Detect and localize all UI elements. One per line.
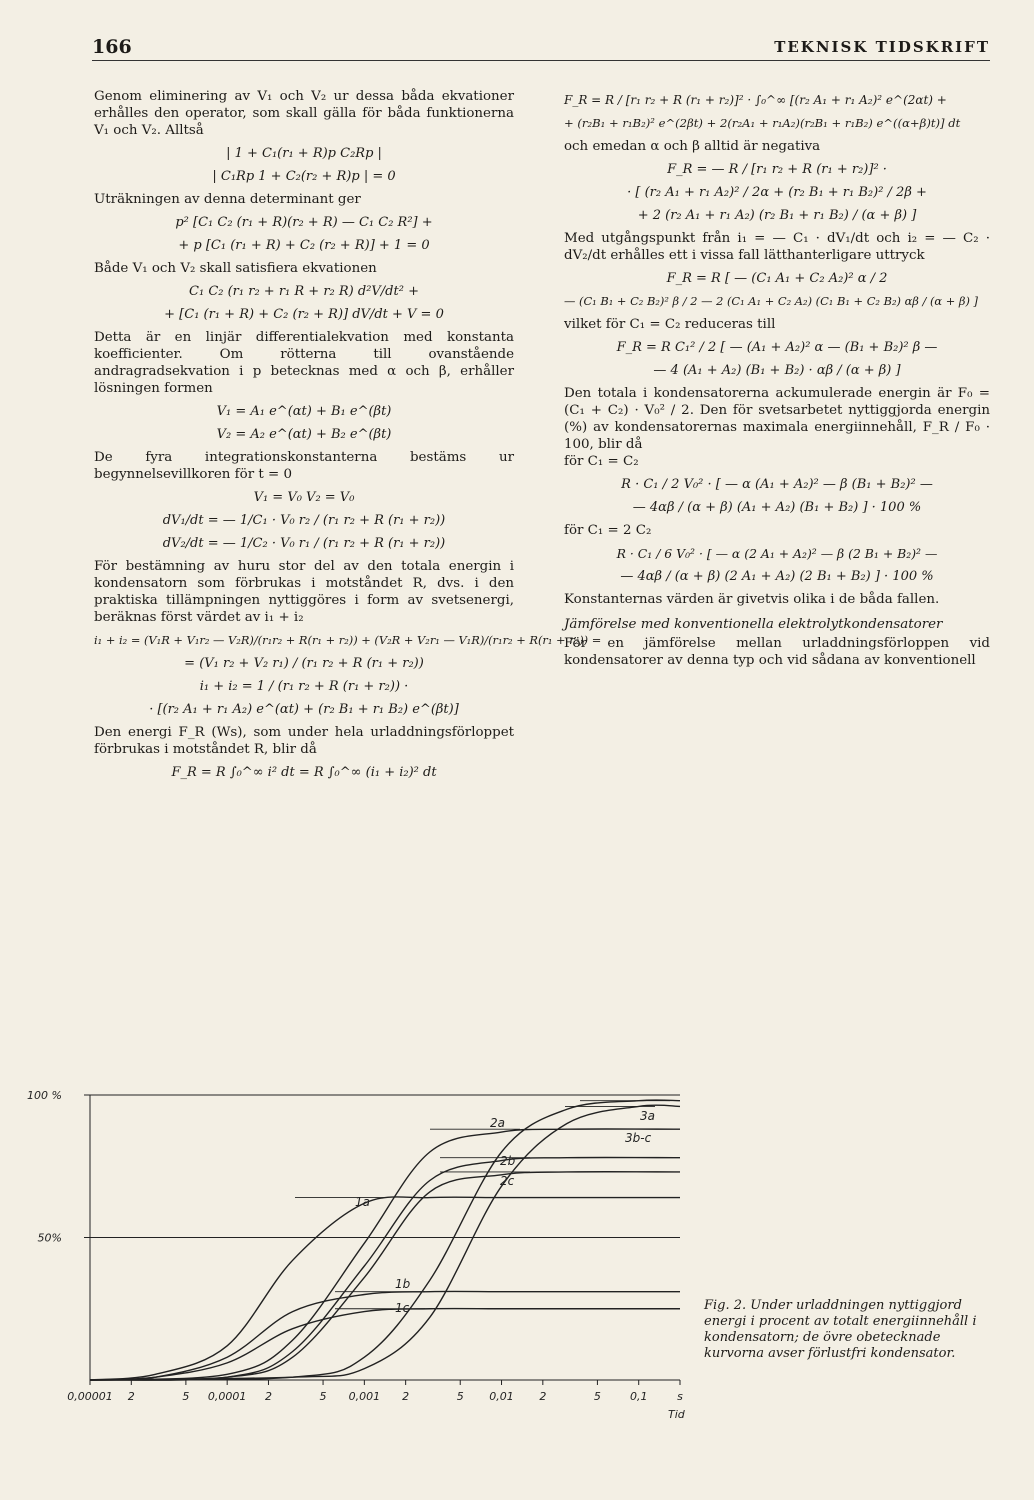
x-tick-label: 0,01 bbox=[489, 1390, 514, 1403]
y-tick-label: 50% bbox=[37, 1231, 62, 1245]
journal-title: TEKNISK TIDSKRIFT bbox=[774, 38, 990, 56]
x-tick-label: 0,0001 bbox=[207, 1390, 247, 1403]
x-tick-label: 0,00001 bbox=[67, 1390, 113, 1403]
x-tick-label: 2 bbox=[127, 1390, 135, 1403]
series-label-2a: 2a bbox=[490, 1116, 505, 1130]
series-label-2b: 2b bbox=[500, 1154, 516, 1168]
x-tick-label: 2 bbox=[264, 1390, 272, 1403]
equation: dV₁/dt = — 1/C₁ · V₀ r₂ / (r₁ r₂ + R (r₁ + r₂)) bbox=[162, 513, 446, 528]
series-label-1b: 1b bbox=[395, 1277, 411, 1291]
x-tick-label: 0,1 bbox=[629, 1390, 648, 1403]
y-tick-label: 100 % bbox=[27, 1089, 62, 1102]
equation: + (r₂B₁ + r₁B₂)² e^(2βt) + 2(r₂A₁ + r₁A₂)(r₂B₁ + r₁B₂) e^((α+β)t)] dt bbox=[564, 116, 961, 130]
right-column bbox=[564, 86, 990, 669]
equation: C₁ C₂ (r₁ r₂ + r₁ R + r₂ R) d²V/dt² + bbox=[189, 284, 419, 299]
equation: V₁ = V₀ V₂ = V₀ bbox=[253, 490, 355, 505]
series-line-2a bbox=[90, 1129, 680, 1380]
paragraph: och emedan α och β alltid är negativa bbox=[564, 139, 821, 154]
series-line-1a bbox=[90, 1197, 680, 1380]
series-label-2c: 2c bbox=[500, 1174, 515, 1188]
x-tick-label: 5 bbox=[319, 1390, 327, 1403]
paragraph: Detta är en linjär differentialekvation med konstanta koefficienter. Om rötterna till ovanstående andragradsekvation i p betecknas med α och β, erhåller lösningen formen bbox=[94, 330, 514, 396]
x-tick-label: 0,001 bbox=[348, 1390, 381, 1403]
x-tick-label: 2 bbox=[539, 1390, 547, 1403]
equation: — 4αβ / (α + β) (2 A₁ + A₂) (2 B₁ + B₂) ] · 100 % bbox=[620, 569, 934, 584]
x-tick-label: s bbox=[677, 1390, 683, 1403]
paragraph: De fyra integrationskonstanterna bestäms ur begynnelsevillkoren för t = 0 bbox=[94, 450, 514, 482]
paragraph: för C₁ = 2 C₂ bbox=[564, 523, 652, 538]
paragraph: Den energi F_R (Ws), som under hela urladdningsförloppet förbrukas i motståndet R, blir då bbox=[94, 725, 514, 757]
equation-determinant-row2: | C₁Rp 1 + C₂(r₂ + R)p | = 0 bbox=[212, 169, 396, 184]
energy-chart bbox=[0, 1080, 1034, 1440]
equation: = (V₁ r₂ + V₂ r₁) / (r₁ r₂ + R (r₁ + r₂)) bbox=[184, 656, 424, 671]
equation: + [C₁ (r₁ + R) + C₂ (r₂ + R)] dV/dt + V = 0 bbox=[164, 307, 444, 322]
paragraph: För en jämförelse mellan urladdningsförloppen vid kondensatorer av denna typ och vid sådana av konventionell bbox=[564, 636, 990, 668]
figure-caption: Fig. 2. Under urladdningen nyttiggjord energi i procent av totalt energiinnehåll i kondensatorn; de övre obetecknade kurvorna avser förlustfri kondensator. bbox=[704, 1298, 977, 1361]
paragraph: Konstanternas värden är givetvis olika i de båda fallen. bbox=[564, 592, 940, 607]
page-number: 166 bbox=[92, 36, 132, 58]
equation: i₁ + i₂ = (V₁R + V₁r₂ — V₂R)/(r₁r₂ + R(r₁ + r₂)) + (V₂R + V₂r₁ — V₁R)/(r₁r₂ + R(r₁ + r₂)) = bbox=[94, 633, 602, 647]
equation: dV₂/dt = — 1/C₂ · V₀ r₁ / (r₁ r₂ + R (r₁ + r₂)) bbox=[162, 536, 446, 551]
series-label-1a: 1a bbox=[355, 1195, 370, 1209]
paragraph: Både V₁ och V₂ skall satisfiera ekvationen bbox=[94, 261, 377, 276]
equation: F_R = R [ — (C₁ A₁ + C₂ A₂)² α / 2 bbox=[666, 271, 888, 286]
equation: V₁ = A₁ e^(αt) + B₁ e^(βt) bbox=[216, 404, 392, 419]
equation: F_R = R / [r₁ r₂ + R (r₁ + r₂)]² · ∫₀^∞ [(r₂ A₁ + r₁ A₂)² e^(2αt) + bbox=[564, 93, 947, 107]
equation-determinant-row1: | 1 + C₁(r₁ + R)p C₂Rp | bbox=[226, 146, 382, 161]
series-line-1b bbox=[90, 1291, 680, 1380]
equation: · [(r₂ A₁ + r₁ A₂) e^(αt) + (r₂ B₁ + r₁ B₂) e^(βt)] bbox=[149, 702, 459, 717]
equation: — 4 (A₁ + A₂) (B₁ + B₂) · αβ / (α + β) ] bbox=[653, 363, 901, 378]
chart-series bbox=[90, 1100, 680, 1380]
paragraph: Genom eliminering av V₁ och V₂ ur dessa båda ekvationer erhålles den operator, som skall gälla för båda funktionerna V₁ och V₂. Alltså bbox=[94, 89, 514, 138]
equation: F_R = R C₁² / 2 [ — (A₁ + A₂)² α — (B₁ + B₂)² β — bbox=[616, 340, 938, 355]
equation: R · C₁ / 2 V₀² · [ — α (A₁ + A₂)² — β (B₁ + B₂)² — bbox=[621, 477, 933, 492]
equation: V₂ = A₂ e^(αt) + B₂ e^(βt) bbox=[216, 427, 392, 442]
equation: — 4αβ / (α + β) (A₁ + A₂) (B₁ + B₂) ] · 100 % bbox=[632, 500, 922, 515]
x-tick-label: 2 bbox=[402, 1390, 410, 1403]
equation: · [ (r₂ A₁ + r₁ A₂)² / 2α + (r₂ B₁ + r₁ B₂)² / 2β + bbox=[627, 185, 927, 200]
paragraph: vilket för C₁ = C₂ reduceras till bbox=[564, 317, 776, 332]
series-line-2b bbox=[90, 1157, 680, 1380]
header-rule bbox=[92, 60, 990, 61]
x-tick-label: 5 bbox=[593, 1390, 601, 1403]
equation: — (C₁ B₁ + C₂ B₂)² β / 2 — 2 (C₁ A₁ + C₂ A₂) (C₁ B₁ + C₂ B₂) αβ / (α + β) ] bbox=[564, 294, 978, 308]
equation: + 2 (r₂ A₁ + r₁ A₂) (r₂ B₁ + r₁ B₂) / (α + β) ] bbox=[637, 208, 917, 223]
section-subheading: Jämförelse med konventionella elektrolytkondensatorer bbox=[564, 617, 943, 632]
equation: R · C₁ / 6 V₀² · [ — α (2 A₁ + A₂)² — β (2 B₁ + B₂)² — bbox=[616, 546, 938, 561]
series-label-1c: 1c bbox=[395, 1301, 410, 1315]
series-line-3a bbox=[90, 1100, 680, 1380]
paragraph: För bestämning av huru stor del av den totala energin i kondensatorn som förbrukas i motståndet R, dvs. i den praktiska tillämpningen nyttiggöres i form av svetsenergi, beräknas först värdet av i₁ + i₂ bbox=[94, 559, 514, 625]
equation: + p [C₁ (r₁ + R) + C₂ (r₂ + R)] + 1 = 0 bbox=[178, 238, 430, 253]
chart-ticks bbox=[27, 1089, 683, 1403]
chart-grid bbox=[84, 1095, 680, 1380]
equation: p² [C₁ C₂ (r₁ + R)(r₂ + R) — C₁ C₂ R²] + bbox=[175, 215, 433, 230]
paragraph: Den totala i kondensatorerna ackumulerade energin är F₀ = (C₁ + C₂) · V₀² / 2. Den för svetsarbetet nyttiggjorda energin (%) av kondensatorernas maximala energiinnehåll, F_R / F₀ · 100, blir då bbox=[564, 386, 990, 452]
series-label-3a: 3a bbox=[640, 1109, 655, 1123]
equation: i₁ + i₂ = 1 / (r₁ r₂ + R (r₁ + r₂)) · bbox=[199, 679, 409, 694]
x-axis-label: Tid bbox=[668, 1408, 685, 1421]
paragraph: Uträkningen av denna determinant ger bbox=[94, 192, 361, 207]
paragraph: för C₁ = C₂ bbox=[564, 454, 639, 469]
equation: F_R = R ∫₀^∞ i² dt = R ∫₀^∞ (i₁ + i₂)² dt bbox=[171, 765, 437, 780]
x-tick-label: 5 bbox=[456, 1390, 464, 1403]
equation: F_R = — R / [r₁ r₂ + R (r₁ + r₂)]² · bbox=[667, 162, 887, 177]
series-label-3b-c: 3b-c bbox=[625, 1131, 652, 1145]
series-line-2c bbox=[90, 1172, 680, 1380]
x-tick-label: 5 bbox=[182, 1390, 190, 1403]
paragraph: Med utgångspunkt från i₁ = — C₁ · dV₁/dt och i₂ = — C₂ · dV₂/dt erhålles ett i vissa fall lätthanterligare uttryck bbox=[564, 231, 990, 263]
